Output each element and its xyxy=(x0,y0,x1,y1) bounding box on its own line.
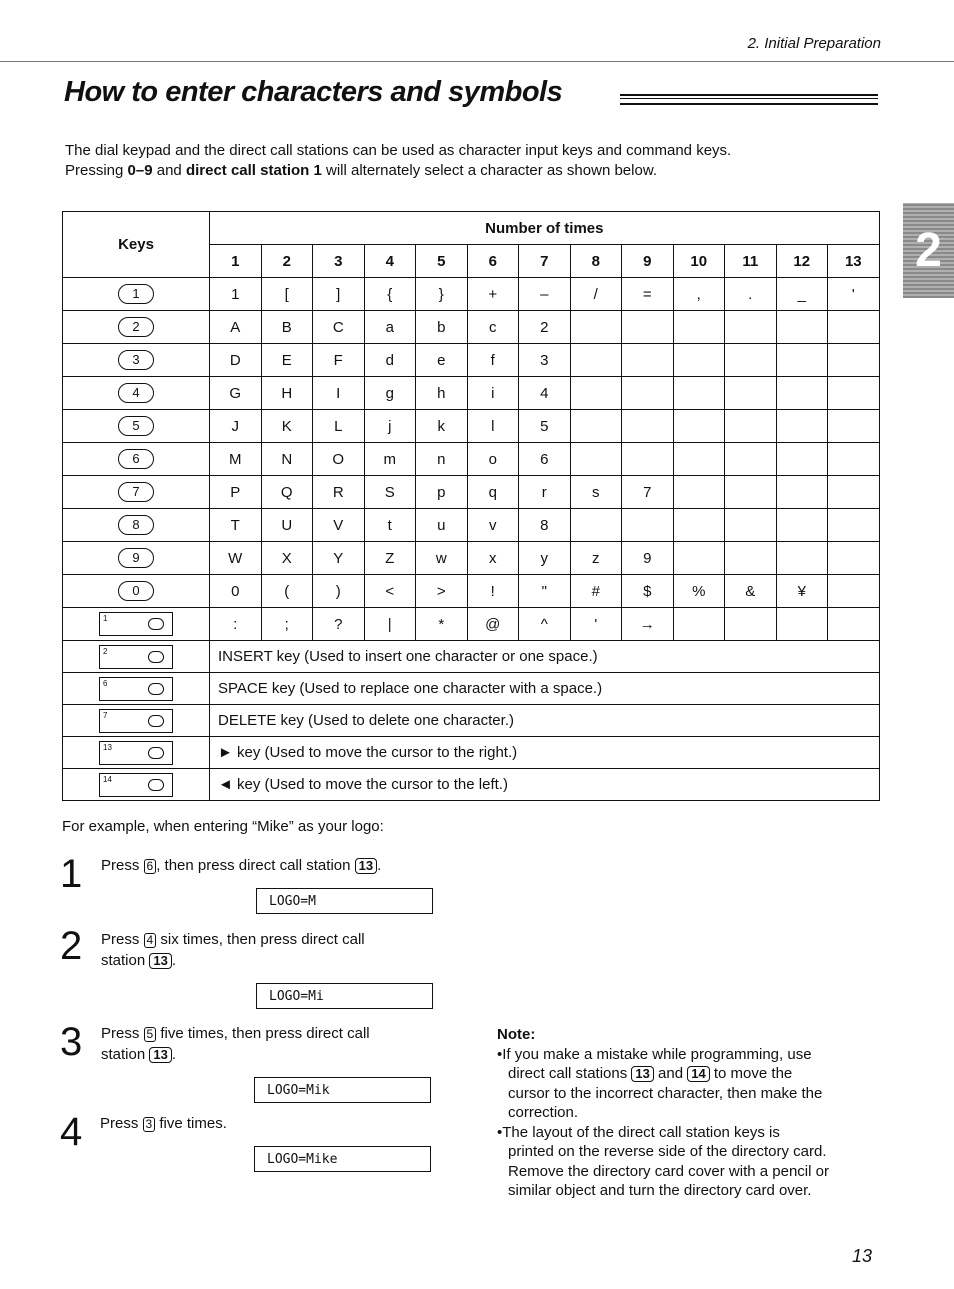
char-cell: @ xyxy=(467,608,519,641)
station-key-icon xyxy=(99,612,173,636)
char-cell: , xyxy=(673,278,725,311)
char-cell xyxy=(570,509,622,542)
header-rule xyxy=(0,61,954,62)
char-cell: q xyxy=(467,476,519,509)
char-cell: ^ xyxy=(519,608,571,641)
char-cell: A xyxy=(210,311,262,344)
char-cell: r xyxy=(519,476,571,509)
command-description: SPACE key (Used to replace one character with a space.) xyxy=(210,673,880,705)
column-header: 8 xyxy=(570,245,622,278)
table-row xyxy=(63,443,880,476)
char-cell: ] xyxy=(313,278,365,311)
char-cell: I xyxy=(313,377,365,410)
dial-key-icon: 6 xyxy=(118,449,154,469)
char-cell: → xyxy=(622,608,674,641)
note-line: cursor to the incorrect character, then make the xyxy=(508,1084,823,1102)
key-cell xyxy=(63,410,210,443)
char-cell: f xyxy=(467,344,519,377)
char-cell: ) xyxy=(313,575,365,608)
step-text: Press xyxy=(100,1115,143,1132)
note-box xyxy=(497,1025,897,1201)
char-cell: ( xyxy=(261,575,313,608)
char-cell: M xyxy=(210,443,262,476)
step-text: . xyxy=(171,952,177,969)
char-cell xyxy=(725,311,777,344)
char-cell: E xyxy=(261,344,313,377)
step-text: five times, then press direct call xyxy=(156,1025,370,1042)
char-cell: b xyxy=(416,311,468,344)
char-cell: 2 xyxy=(519,311,571,344)
char-cell: O xyxy=(313,443,365,476)
char-cell xyxy=(622,509,674,542)
key-6-icon: 6 xyxy=(144,859,157,874)
station-number: 2 xyxy=(103,646,108,656)
char-cell xyxy=(725,476,777,509)
char-cell xyxy=(776,608,828,641)
column-header: 13 xyxy=(828,245,880,278)
dial-key-icon: 1 xyxy=(118,284,154,304)
char-cell: $ xyxy=(622,575,674,608)
char-cell: W xyxy=(210,542,262,575)
step-3-text xyxy=(101,1023,370,1065)
station-number: 13 xyxy=(103,742,112,752)
char-cell: & xyxy=(725,575,777,608)
intro-keys: 0–9 xyxy=(127,162,153,179)
char-cell: < xyxy=(364,575,416,608)
station-cell xyxy=(63,705,210,737)
station-cell xyxy=(63,673,210,705)
station-button-icon xyxy=(148,618,164,630)
station-13-icon: 13 xyxy=(631,1066,653,1082)
char-cell xyxy=(776,344,828,377)
column-header: 7 xyxy=(519,245,571,278)
char-cell xyxy=(570,377,622,410)
char-cell: j xyxy=(364,410,416,443)
char-cell: i xyxy=(467,377,519,410)
char-cell: T xyxy=(210,509,262,542)
char-cell xyxy=(622,311,674,344)
lcd-display: LOGO=Mi xyxy=(256,983,433,1009)
note-line: similar object and turn the directory card over. xyxy=(508,1182,812,1199)
char-cell: { xyxy=(364,278,416,311)
char-cell: S xyxy=(364,476,416,509)
char-cell: m xyxy=(364,443,416,476)
table-row xyxy=(63,278,880,311)
column-header: 4 xyxy=(364,245,416,278)
char-cell xyxy=(828,509,880,542)
char-cell: J xyxy=(210,410,262,443)
char-cell xyxy=(673,443,725,476)
key-cell xyxy=(63,542,210,575)
column-header: 9 xyxy=(622,245,674,278)
column-header: 1 xyxy=(210,245,262,278)
table-row xyxy=(63,509,880,542)
page-title: How to enter characters and symbols xyxy=(64,76,563,108)
step-text: station xyxy=(101,952,150,969)
char-cell: e xyxy=(416,344,468,377)
note-text: and xyxy=(653,1065,688,1082)
char-cell: Z xyxy=(364,542,416,575)
char-cell: * xyxy=(416,608,468,641)
table-row xyxy=(63,608,880,641)
char-cell xyxy=(828,608,880,641)
key-cell xyxy=(63,344,210,377)
column-header: 5 xyxy=(416,245,468,278)
note-title: Note: xyxy=(497,1026,536,1043)
note-line: •The layout of the direct call station keys is xyxy=(497,1123,780,1141)
key-cell xyxy=(63,311,210,344)
intro-text-span: Pressing xyxy=(65,162,128,179)
char-cell: Q xyxy=(261,476,313,509)
step-text: five times. xyxy=(155,1115,227,1132)
char-cell: 3 xyxy=(519,344,571,377)
char-cell xyxy=(828,542,880,575)
char-cell xyxy=(828,311,880,344)
table-row xyxy=(63,311,880,344)
char-cell: 6 xyxy=(519,443,571,476)
note-line: correction. xyxy=(508,1104,579,1121)
command-description: ► key (Used to move the cursor to the right.) xyxy=(210,737,880,769)
char-cell: " xyxy=(519,575,571,608)
step-1-text xyxy=(101,855,381,876)
step-text: , then press direct call station xyxy=(156,857,355,874)
dial-key-icon: 9 xyxy=(118,548,154,568)
char-cell: # xyxy=(570,575,622,608)
char-cell xyxy=(725,608,777,641)
char-cell: 9 xyxy=(622,542,674,575)
command-row xyxy=(63,705,880,737)
char-cell xyxy=(673,542,725,575)
char-cell: k xyxy=(416,410,468,443)
char-cell: d xyxy=(364,344,416,377)
step-number: 4 xyxy=(60,1110,83,1154)
column-header: 12 xyxy=(776,245,828,278)
step-text: Press xyxy=(101,857,144,874)
char-cell xyxy=(622,377,674,410)
dial-key-icon: 0 xyxy=(118,581,154,601)
station-13-icon: 13 xyxy=(355,858,377,874)
note-line: •If you make a mistake while programming, use xyxy=(497,1045,812,1063)
char-cell: / xyxy=(570,278,622,311)
char-cell: ? xyxy=(313,608,365,641)
char-cell: + xyxy=(467,278,519,311)
lcd-display: LOGO=Mik xyxy=(254,1077,431,1103)
station-key-icon xyxy=(99,677,173,701)
station-cell xyxy=(63,608,210,641)
dial-key-icon: 4 xyxy=(118,383,154,403)
table-row xyxy=(63,575,880,608)
char-cell xyxy=(776,509,828,542)
intro-station: direct call station 1 xyxy=(185,162,322,179)
char-cell xyxy=(673,476,725,509)
char-cell: u xyxy=(416,509,468,542)
keys-header: Keys xyxy=(63,212,210,278)
char-cell: g xyxy=(364,377,416,410)
station-button-icon xyxy=(148,715,164,727)
char-cell xyxy=(570,311,622,344)
note-text: direct call stations xyxy=(508,1065,632,1082)
station-key-icon xyxy=(99,741,173,765)
step-text: . xyxy=(377,857,382,874)
char-cell: 0 xyxy=(210,575,262,608)
char-cell: % xyxy=(673,575,725,608)
character-table xyxy=(62,211,880,801)
step-text: . xyxy=(171,1046,177,1063)
title-rule-inner xyxy=(620,98,878,99)
char-cell: V xyxy=(313,509,365,542)
char-cell xyxy=(776,542,828,575)
station-key-icon xyxy=(99,773,173,797)
char-cell xyxy=(725,443,777,476)
dial-key-icon: 8 xyxy=(118,515,154,535)
station-button-icon xyxy=(148,779,164,791)
table-row xyxy=(63,476,880,509)
char-cell xyxy=(673,410,725,443)
char-cell xyxy=(725,509,777,542)
char-cell: w xyxy=(416,542,468,575)
key-cell xyxy=(63,278,210,311)
char-cell: c xyxy=(467,311,519,344)
char-cell: ! xyxy=(467,575,519,608)
key-5-icon: 5 xyxy=(144,1027,157,1042)
char-cell xyxy=(673,311,725,344)
char-cell xyxy=(776,476,828,509)
char-cell xyxy=(725,410,777,443)
station-number: 6 xyxy=(103,678,108,688)
step-number: 3 xyxy=(60,1020,83,1064)
command-description: ◄ key (Used to move the cursor to the left.) xyxy=(210,769,880,801)
table-row xyxy=(63,377,880,410)
column-header: 10 xyxy=(673,245,725,278)
char-cell: h xyxy=(416,377,468,410)
char-cell: B xyxy=(261,311,313,344)
char-cell: p xyxy=(416,476,468,509)
char-cell: K xyxy=(261,410,313,443)
char-cell xyxy=(622,443,674,476)
command-row xyxy=(63,769,880,801)
char-cell xyxy=(828,410,880,443)
char-cell: y xyxy=(519,542,571,575)
char-cell: 5 xyxy=(519,410,571,443)
char-cell: Y xyxy=(313,542,365,575)
char-cell: o xyxy=(467,443,519,476)
char-cell: L xyxy=(313,410,365,443)
char-cell: s xyxy=(570,476,622,509)
command-row xyxy=(63,737,880,769)
char-cell xyxy=(725,377,777,410)
station-number: 14 xyxy=(103,774,112,784)
note-line xyxy=(497,1064,897,1084)
step-text: station xyxy=(101,1046,150,1063)
char-cell: [ xyxy=(261,278,313,311)
char-cell: = xyxy=(622,278,674,311)
page-number: 13 xyxy=(851,1246,872,1266)
key-cell xyxy=(63,575,210,608)
char-cell: 1 xyxy=(210,278,262,311)
lcd-display: LOGO=Mike xyxy=(254,1146,431,1172)
char-cell xyxy=(776,377,828,410)
char-cell: X xyxy=(261,542,313,575)
char-cell: ¥ xyxy=(776,575,828,608)
char-cell xyxy=(828,476,880,509)
char-cell: ' xyxy=(570,608,622,641)
station-key-icon xyxy=(99,709,173,733)
column-header: 6 xyxy=(467,245,519,278)
table-row xyxy=(63,344,880,377)
dial-key-icon: 5 xyxy=(118,416,154,436)
char-cell xyxy=(776,443,828,476)
key-cell xyxy=(63,476,210,509)
command-row xyxy=(63,641,880,673)
step-4-text xyxy=(100,1113,227,1134)
char-cell: – xyxy=(519,278,571,311)
lcd-display: LOGO=M xyxy=(256,888,433,914)
char-cell: 4 xyxy=(519,377,571,410)
char-cell: P xyxy=(210,476,262,509)
char-cell: > xyxy=(416,575,468,608)
step-2-text xyxy=(101,929,365,971)
char-cell xyxy=(622,344,674,377)
note-line: printed on the reverse side of the directory card. xyxy=(508,1143,827,1160)
dial-key-icon: 3 xyxy=(118,350,154,370)
station-key-icon xyxy=(99,645,173,669)
char-cell xyxy=(673,377,725,410)
char-cell: U xyxy=(261,509,313,542)
key-3-icon: 3 xyxy=(143,1117,156,1132)
char-cell: n xyxy=(416,443,468,476)
char-cell xyxy=(673,344,725,377)
note-text: to move the xyxy=(709,1065,793,1082)
char-cell: t xyxy=(364,509,416,542)
command-description: DELETE key (Used to delete one character.) xyxy=(210,705,880,737)
station-cell xyxy=(63,737,210,769)
char-cell xyxy=(828,344,880,377)
char-cell xyxy=(776,410,828,443)
char-cell: N xyxy=(261,443,313,476)
char-cell xyxy=(570,410,622,443)
char-cell: R xyxy=(313,476,365,509)
char-cell xyxy=(725,542,777,575)
char-cell xyxy=(570,443,622,476)
station-13-icon: 13 xyxy=(149,1047,171,1063)
intro-text xyxy=(65,141,865,181)
char-cell xyxy=(725,344,777,377)
dial-key-icon: 2 xyxy=(118,317,154,337)
key-cell xyxy=(63,377,210,410)
step-number: 1 xyxy=(60,852,83,896)
char-cell xyxy=(828,443,880,476)
char-cell xyxy=(673,509,725,542)
char-cell: D xyxy=(210,344,262,377)
char-cell: _ xyxy=(776,278,828,311)
step-text: six times, then press direct call xyxy=(156,931,365,948)
chapter-tab: 2 xyxy=(903,203,954,298)
key-cell xyxy=(63,509,210,542)
step-number: 2 xyxy=(60,924,83,968)
command-row xyxy=(63,673,880,705)
column-header: 2 xyxy=(261,245,313,278)
station-14-icon: 14 xyxy=(687,1066,709,1082)
column-header: 3 xyxy=(313,245,365,278)
char-cell: l xyxy=(467,410,519,443)
station-button-icon xyxy=(148,651,164,663)
table-row xyxy=(63,542,880,575)
station-button-icon xyxy=(148,747,164,759)
char-cell: x xyxy=(467,542,519,575)
char-cell: | xyxy=(364,608,416,641)
char-cell: : xyxy=(210,608,262,641)
char-cell xyxy=(828,377,880,410)
char-cell: G xyxy=(210,377,262,410)
char-cell: } xyxy=(416,278,468,311)
station-13-icon: 13 xyxy=(149,953,171,969)
char-cell xyxy=(673,608,725,641)
station-cell xyxy=(63,641,210,673)
station-number: 7 xyxy=(103,710,108,720)
number-of-times-header: Number of times xyxy=(210,212,880,245)
char-cell: v xyxy=(467,509,519,542)
key-4-icon: 4 xyxy=(144,933,157,948)
char-cell: . xyxy=(725,278,777,311)
station-number: 1 xyxy=(103,614,108,623)
char-cell: 8 xyxy=(519,509,571,542)
char-cell: a xyxy=(364,311,416,344)
dial-key-icon: 7 xyxy=(118,482,154,502)
char-cell xyxy=(828,575,880,608)
char-cell: z xyxy=(570,542,622,575)
char-cell xyxy=(776,311,828,344)
char-cell: F xyxy=(313,344,365,377)
column-header: 11 xyxy=(725,245,777,278)
intro-line-1: The dial keypad and the direct call stations can be used as character input keys and command keys. xyxy=(65,142,732,159)
intro-text-span: and xyxy=(152,162,186,179)
char-cell xyxy=(622,410,674,443)
table-row xyxy=(63,410,880,443)
station-button-icon xyxy=(148,683,164,695)
note-line: Remove the directory card cover with a pencil or xyxy=(508,1162,829,1180)
step-text: Press xyxy=(101,1025,144,1042)
key-cell xyxy=(63,443,210,476)
step-text: Press xyxy=(101,931,144,948)
char-cell: C xyxy=(313,311,365,344)
char-cell xyxy=(570,344,622,377)
char-cell: ; xyxy=(261,608,313,641)
command-description: INSERT key (Used to insert one character or one space.) xyxy=(210,641,880,673)
char-cell: H xyxy=(261,377,313,410)
section-heading: 2. Initial Preparation xyxy=(747,35,881,52)
example-intro: For example, when entering “Mike” as your logo: xyxy=(62,818,384,835)
char-cell: 7 xyxy=(622,476,674,509)
char-cell: ' xyxy=(828,278,880,311)
intro-line-2 xyxy=(65,161,865,181)
title-rule xyxy=(620,94,878,105)
station-cell xyxy=(63,769,210,801)
intro-text-span: will alternately select a character as shown below. xyxy=(321,162,657,179)
